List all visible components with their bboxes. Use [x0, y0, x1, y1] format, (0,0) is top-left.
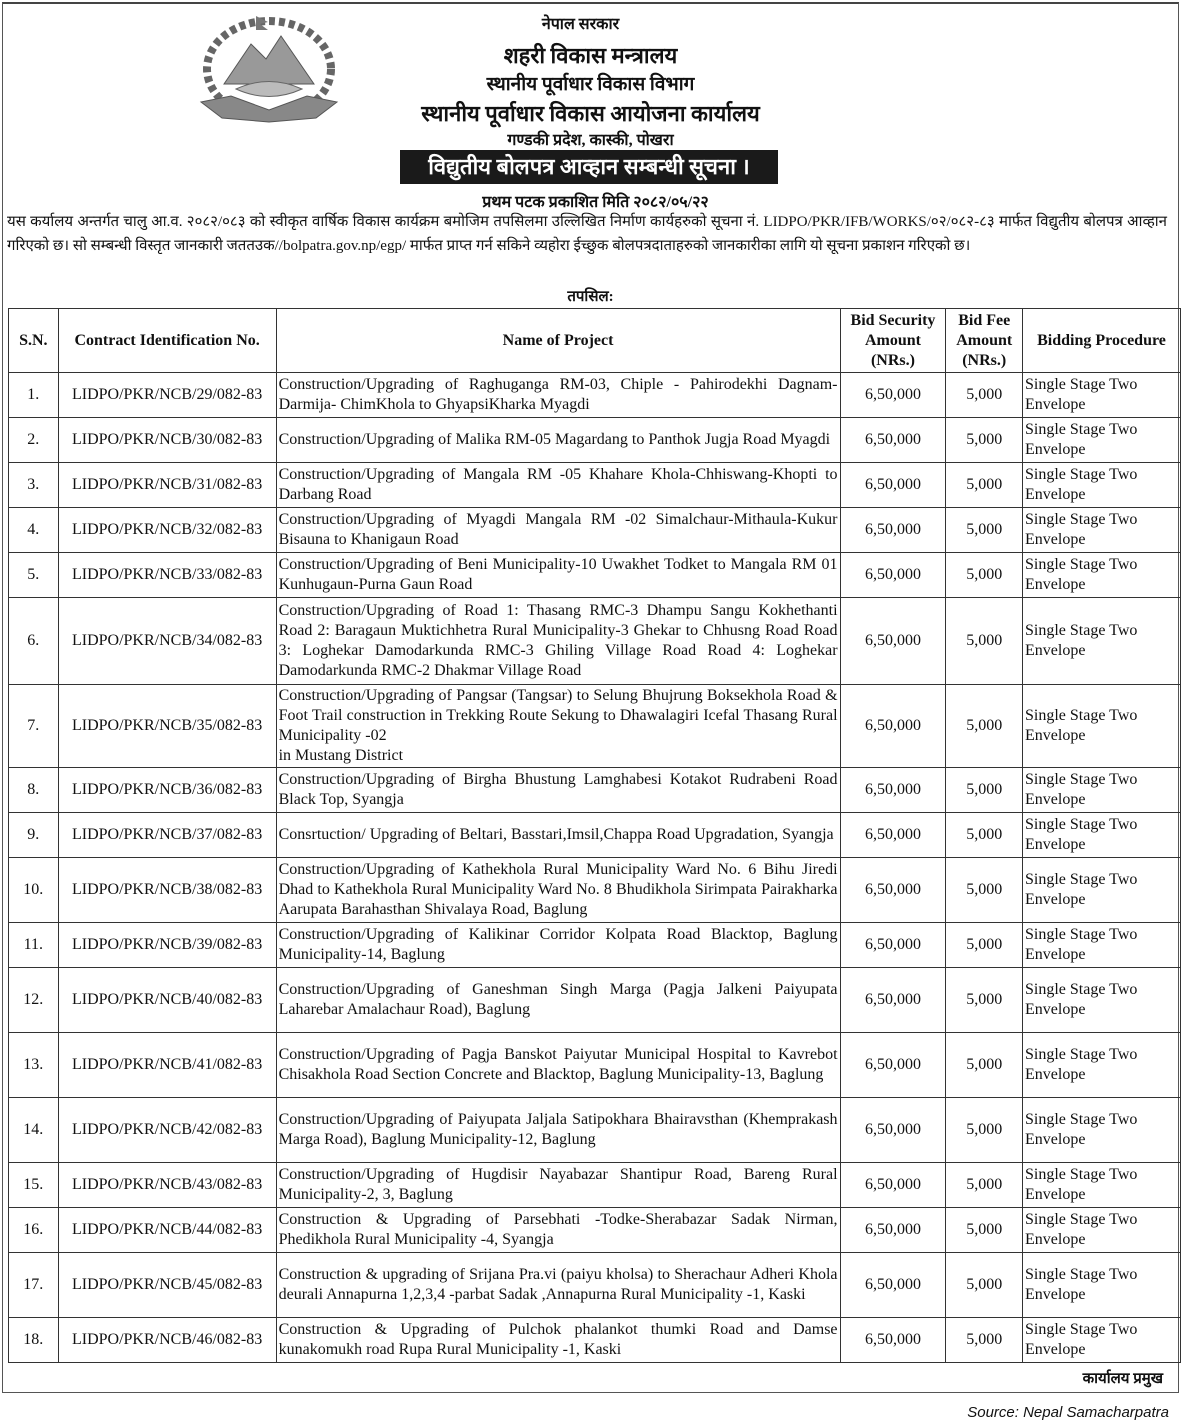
ministry-name: शहरी विकास मन्त्रालय — [503, 43, 678, 68]
table-row — [9, 1098, 1181, 1163]
cell-bid-fee: 5,000 — [946, 685, 1023, 768]
cell-bidding-procedure: Single Stage Two Envelope — [1023, 1318, 1181, 1363]
table-row — [9, 923, 1181, 968]
cell-sn: 6. — [9, 598, 59, 685]
office-name: स्थानीय पूर्वाधार विकास आयोजना कार्यालय — [421, 101, 760, 126]
cell-bid-fee: 5,000 — [946, 463, 1023, 508]
cell-bidding-procedure: Single Stage Two Envelope — [1023, 1208, 1181, 1253]
cell-bid-security: 6,50,000 — [840, 598, 946, 685]
cell-project-name: Construction/Upgrading of Kalikinar Corridor Kolpata Road Blacktop, Baglung Municipality-14, Baglung — [276, 923, 840, 968]
cell-contract-id: LIDPO/PKR/NCB/41/082-83 — [58, 1033, 276, 1098]
cell-sn: 1. — [9, 373, 59, 418]
table-row — [9, 553, 1181, 598]
cell-bid-security: 6,50,000 — [840, 553, 946, 598]
cell-bid-security: 6,50,000 — [840, 508, 946, 553]
table-row — [9, 858, 1181, 923]
cell-project-name: Construction/Upgrading of Raghuganga RM-03, Chiple - Pahirodekhi Dagnam-Darmija- ChimKhola to GhyapsiKharka Myagdi — [276, 373, 840, 418]
cell-bidding-procedure: Single Stage Two Envelope — [1023, 463, 1181, 508]
cell-contract-id: LIDPO/PKR/NCB/42/082-83 — [58, 1098, 276, 1163]
cell-bidding-procedure: Single Stage Two Envelope — [1023, 1033, 1181, 1098]
column-header-sn: S.N. — [9, 309, 59, 373]
table-row — [9, 1253, 1181, 1318]
cell-bid-fee: 5,000 — [946, 923, 1023, 968]
cell-contract-id: LIDPO/PKR/NCB/46/082-83 — [58, 1318, 276, 1363]
tender-table — [8, 308, 1181, 1363]
cell-bid-fee: 5,000 — [946, 598, 1023, 685]
cell-project-name: Construction/Upgrading of Myagdi Mangala RM -02 Simalchaur-Mithaula-Kukur Bisauna to Khanigaun Road — [276, 508, 840, 553]
cell-bid-fee: 5,000 — [946, 858, 1023, 923]
cell-contract-id: LIDPO/PKR/NCB/38/082-83 — [58, 858, 276, 923]
cell-sn: 5. — [9, 553, 59, 598]
cell-bid-fee: 5,000 — [946, 1253, 1023, 1318]
cell-sn: 11. — [9, 923, 59, 968]
office-chief-signature: कार्यालय प्रमुख — [1082, 1371, 1163, 1387]
cell-sn: 10. — [9, 858, 59, 923]
cell-sn: 14. — [9, 1098, 59, 1163]
cell-sn: 4. — [9, 508, 59, 553]
cell-bidding-procedure: Single Stage Two Envelope — [1023, 373, 1181, 418]
cell-bidding-procedure: Single Stage Two Envelope — [1023, 508, 1181, 553]
table-row — [9, 968, 1181, 1033]
column-header-project-name: Name of Project — [276, 309, 840, 373]
cell-bidding-procedure: Single Stage Two Envelope — [1023, 768, 1181, 813]
table-row — [9, 463, 1181, 508]
cell-bid-fee: 5,000 — [946, 418, 1023, 463]
cell-contract-id: LIDPO/PKR/NCB/44/082-83 — [58, 1208, 276, 1253]
cell-bidding-procedure: Single Stage Two Envelope — [1023, 968, 1181, 1033]
cell-bid-security: 6,50,000 — [840, 1163, 946, 1208]
cell-bidding-procedure: Single Stage Two Envelope — [1023, 418, 1181, 463]
notice-body: यस कर्यालय अन्तर्गत चालु आ.व. २०८२/०८३ को स्वीकृत वार्षिक विकास कार्यक्रम बमोजिम तपसिलमा उल्लिखित निर्माण कार्यहरुको सूचना नं. LIDPO/PKR/IFB/WORKS/०२/०८२-८३ मार्फत विद्युतीय बोलपत्र आव्हान गरिएको छ। सो सम्बन्धी विस्तृत जानकारी जततउक//bolpatra.gov.np/egp/ मार्फत प्राप्त गर्न सकिने व्यहोरा ईच्छुक बोलपत्रदाताहरुको जानकारीका लागि यो सूचना प्रकाशन गरिएको छ। — [7, 214, 1167, 254]
cell-project-name: Construction & Upgrading of Pulchok phalankot thumki Road and Damse kunakomukh road Rupa Rural Municipality -1, Kaski — [276, 1318, 840, 1363]
table-row — [9, 1033, 1181, 1098]
cell-bid-security: 6,50,000 — [840, 1253, 946, 1318]
notice-title: विद्युतीय बोलपत्र आव्हान सम्बन्धी सूचना । — [400, 150, 778, 184]
cell-contract-id: LIDPO/PKR/NCB/36/082-83 — [58, 768, 276, 813]
cell-contract-id: LIDPO/PKR/NCB/35/082-83 — [58, 685, 276, 768]
cell-bid-security: 6,50,000 — [840, 1208, 946, 1253]
cell-bid-security: 6,50,000 — [840, 418, 946, 463]
cell-project-name: Construction/Upgrading of Paiyupata Jaljala Satipokhara Bhairavsthan (Khemprakash Marga Road), Baglung Municipality-12, Baglung — [276, 1098, 840, 1163]
cell-project-name: Construction/Upgrading of Pangsar (Tangsar) to Selung Bhujrung Boksekhola Road & Foot Trail construction in Trekking Route Sekung to Dhawalagiri Icefal Thasang Rural Municipality -02 in Mustang District — [276, 685, 840, 768]
cell-bid-security: 6,50,000 — [840, 1033, 946, 1098]
cell-contract-id: LIDPO/PKR/NCB/32/082-83 — [58, 508, 276, 553]
cell-project-name: Construction & upgrading of Srijana Pra.vi (paiyu kholsa) to Sherachaur Adheri Khola deurali Annapurna 1,2,3,4 -parbat Sadak ,Annapurna Rural Municipality -1, Kaski — [276, 1253, 840, 1318]
cell-bidding-procedure: Single Stage Two Envelope — [1023, 1253, 1181, 1318]
table-row — [9, 418, 1181, 463]
cell-project-name: Construction & Upgrading of Parsebhati -Todke-Sherabazar Sadak Nirman, Phedikhola Rural Municipality -4, Syangja — [276, 1208, 840, 1253]
cell-bid-security: 6,50,000 — [840, 1098, 946, 1163]
table-header-row — [9, 309, 1181, 373]
table-row — [9, 1163, 1181, 1208]
cell-sn: 13. — [9, 1033, 59, 1098]
cell-project-name: Construction/Upgrading of Beni Municipality-10 Uwakhet Todket to Mangala RM 01 Kunhugaun-Purna Gaun Road — [276, 553, 840, 598]
cell-bid-fee: 5,000 — [946, 373, 1023, 418]
cell-bid-fee: 5,000 — [946, 1208, 1023, 1253]
cell-bid-fee: 5,000 — [946, 968, 1023, 1033]
table-row — [9, 813, 1181, 858]
cell-sn: 9. — [9, 813, 59, 858]
cell-bid-fee: 5,000 — [946, 508, 1023, 553]
table-row — [9, 685, 1181, 768]
cell-bid-security: 6,50,000 — [840, 685, 946, 768]
cell-bid-fee: 5,000 — [946, 553, 1023, 598]
cell-bid-security: 6,50,000 — [840, 373, 946, 418]
cell-contract-id: LIDPO/PKR/NCB/40/082-83 — [58, 968, 276, 1033]
cell-bid-fee: 5,000 — [946, 1098, 1023, 1163]
cell-bid-security: 6,50,000 — [840, 768, 946, 813]
column-header-contract-id: Contract Identification No. — [58, 309, 276, 373]
cell-project-name: Construction/Upgrading of Mangala RM -05 Khahare Khola-Chhiswang-Khopti to Darbang Road — [276, 463, 840, 508]
cell-bidding-procedure: Single Stage Two Envelope — [1023, 923, 1181, 968]
cell-bid-fee: 5,000 — [946, 1163, 1023, 1208]
source-credit: Source: Nepal Samacharpatra — [967, 1404, 1169, 1421]
table-row — [9, 508, 1181, 553]
table-row — [9, 373, 1181, 418]
cell-contract-id: LIDPO/PKR/NCB/34/082-83 — [58, 598, 276, 685]
cell-bid-fee: 5,000 — [946, 1033, 1023, 1098]
department-name: स्थानीय पूर्वाधार विकास विभाग — [486, 74, 695, 95]
cell-bid-security: 6,50,000 — [840, 968, 946, 1033]
cell-contract-id: LIDPO/PKR/NCB/43/082-83 — [58, 1163, 276, 1208]
cell-bidding-procedure: Single Stage Two Envelope — [1023, 598, 1181, 685]
cell-project-name: Construction/Upgrading of Malika RM-05 Magardang to Panthok Jugja Road Myagdi — [276, 418, 840, 463]
cell-project-name: Construction/Upgrading of Pagja Banskot Paiyutar Municipal Hospital to Kavrebot Chisakhola Road Section Concrete and Blacktop, Baglung Municipality-13, Baglung — [276, 1033, 840, 1098]
cell-project-name: Construction/Upgrading of Hugdisir Nayabazar Shantipur Road, Bareng Rural Municipality-2, 3, Baglung — [276, 1163, 840, 1208]
cell-project-name: Consrtuction/ Upgrading of Beltari, Basstari,Imsil,Chappa Road Upgradation, Syangja — [276, 813, 840, 858]
cell-bid-fee: 5,000 — [946, 1318, 1023, 1363]
office-address: गण्डकी प्रदेश, कास्की, पोखरा — [507, 132, 674, 149]
cell-project-name: Construction/Upgrading of Ganeshman Singh Marga (Pagja Jalkeni Paiyupata Laharebar Amalachaur Road), Baglung — [276, 968, 840, 1033]
cell-project-name: Construction/Upgrading of Kathekhola Rural Municipality Ward No. 6 Bihu Jiredi Dhad to Kathekhola Rural Municipality Ward No. 8 Bhudikhola Sirimpata Pairakharka Aarupata Barahasthan Shivalaya Road, Baglung — [276, 858, 840, 923]
cell-sn: 12. — [9, 968, 59, 1033]
cell-contract-id: LIDPO/PKR/NCB/33/082-83 — [58, 553, 276, 598]
cell-contract-id: LIDPO/PKR/NCB/30/082-83 — [58, 418, 276, 463]
cell-contract-id: LIDPO/PKR/NCB/37/082-83 — [58, 813, 276, 858]
cell-sn: 2. — [9, 418, 59, 463]
cell-sn: 16. — [9, 1208, 59, 1253]
cell-bidding-procedure: Single Stage Two Envelope — [1023, 685, 1181, 768]
cell-bidding-procedure: Single Stage Two Envelope — [1023, 1098, 1181, 1163]
cell-bid-security: 6,50,000 — [840, 858, 946, 923]
cell-bid-fee: 5,000 — [946, 768, 1023, 813]
column-header-bid-fee: Bid Fee Amount (NRs.) — [946, 309, 1023, 373]
cell-bid-fee: 5,000 — [946, 813, 1023, 858]
cell-project-name: Construction/Upgrading of Road 1: Thasang RMC-3 Dhampu Sangu Kokhethanti Road 2: Baragaun Muktichhetra Rural Municipality-3 Ghekar to Chhusng Road Road 3: Loghekar Damodarkunda RMC-3 Ghiling Village Road Road 4: Loghekar Damodarkunda RMC-2 Dhakmar Village Road — [276, 598, 840, 685]
cell-contract-id: LIDPO/PKR/NCB/29/082-83 — [58, 373, 276, 418]
cell-contract-id: LIDPO/PKR/NCB/31/082-83 — [58, 463, 276, 508]
cell-sn: 8. — [9, 768, 59, 813]
table-row — [9, 1318, 1181, 1363]
cell-bidding-procedure: Single Stage Two Envelope — [1023, 1163, 1181, 1208]
table-row — [9, 768, 1181, 813]
government-name: नेपाल सरकार — [541, 16, 620, 33]
cell-contract-id: LIDPO/PKR/NCB/39/082-83 — [58, 923, 276, 968]
cell-contract-id: LIDPO/PKR/NCB/45/082-83 — [58, 1253, 276, 1318]
schedule-label: तपसिल: — [567, 289, 614, 305]
cell-sn: 3. — [9, 463, 59, 508]
cell-bid-security: 6,50,000 — [840, 1318, 946, 1363]
cell-project-name: Construction/Upgrading of Birgha Bhustung Lamghabesi Kotakot Rudrabeni Road Black Top, Syangja — [276, 768, 840, 813]
cell-bid-security: 6,50,000 — [840, 813, 946, 858]
table-row — [9, 598, 1181, 685]
cell-sn: 7. — [9, 685, 59, 768]
publish-date: प्रथम पटक प्रकाशित मिति २०८२/०५/२२ — [482, 194, 709, 211]
column-header-bid-security: Bid Security Amount (NRs.) — [840, 309, 946, 373]
cell-bid-security: 6,50,000 — [840, 923, 946, 968]
cell-bid-security: 6,50,000 — [840, 463, 946, 508]
cell-bidding-procedure: Single Stage Two Envelope — [1023, 858, 1181, 923]
column-header-bidding-procedure: Bidding Procedure — [1023, 309, 1181, 373]
cell-sn: 15. — [9, 1163, 59, 1208]
table-row — [9, 1208, 1181, 1253]
cell-sn: 18. — [9, 1318, 59, 1363]
cell-bidding-procedure: Single Stage Two Envelope — [1023, 553, 1181, 598]
cell-sn: 17. — [9, 1253, 59, 1318]
cell-bidding-procedure: Single Stage Two Envelope — [1023, 813, 1181, 858]
